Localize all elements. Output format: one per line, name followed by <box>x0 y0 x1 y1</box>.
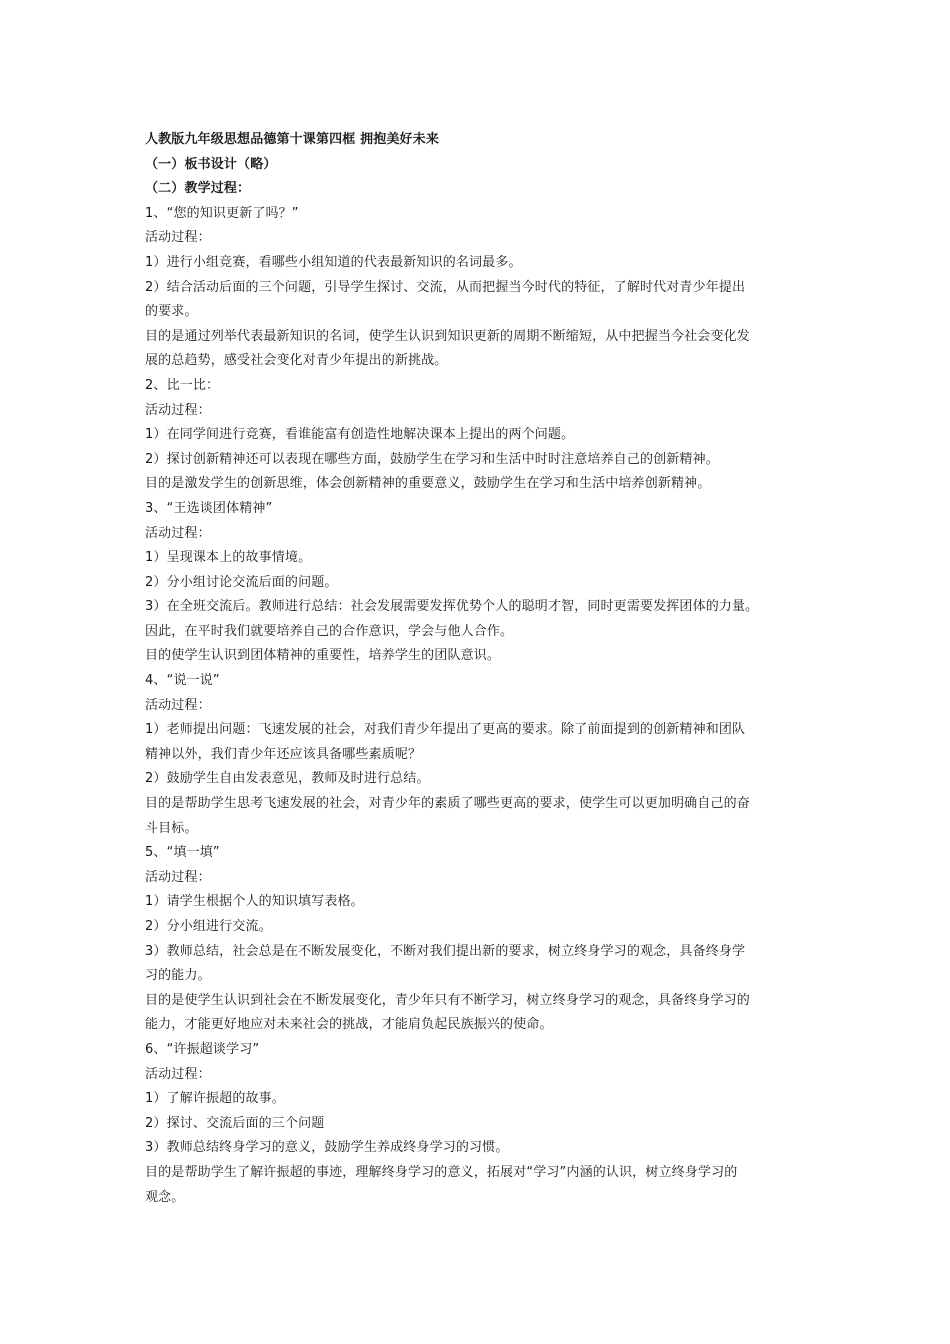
paragraph-line: 活动过程： <box>145 697 211 713</box>
paragraph-line: 活动过程： <box>145 230 211 246</box>
paragraph-line: 1）了解许振超的故事。 <box>145 1091 285 1107</box>
paragraph-line: 3）教师总结终身学习的意义，鼓励学生养成终身学习的习惯。 <box>145 1140 509 1156</box>
paragraph-line: 目的是使学生认识到社会在不断发展变化，青少年只有不断学习，树立终身学习的观念，具备终身学习的 <box>145 992 750 1008</box>
document-title: 人教版九年级思想品德第十课第四框 拥抱美好未来 <box>145 132 439 147</box>
paragraph-line: 斗目标。 <box>145 820 198 836</box>
section-heading-teaching-process: （二）教学过程： <box>145 181 251 197</box>
paragraph-line: 活动过程： <box>145 525 211 541</box>
paragraph-line: 1）进行小组竞赛，看哪些小组知道的代表最新知识的名词最多。 <box>145 254 522 270</box>
document-body <box>145 202 813 1210</box>
paragraph-line: 5、“填一填” <box>145 845 220 861</box>
section-heading-board-design: （一）板书设计（略） <box>145 156 277 172</box>
paragraph-line: 活动过程： <box>145 869 211 885</box>
paragraph-line: 展的总趋势，感受社会变化对青少年提出的新挑战。 <box>145 353 448 369</box>
paragraph-line: 目的是帮助学生了解许振超的事迹，理解终身学习的意义，拓展对“学习”内涵的认识，树立终身学习的 <box>145 1164 738 1180</box>
paragraph-line: 2）分小组讨论交流后面的问题。 <box>145 574 338 590</box>
paragraph-line: 6、“许振超谈学习” <box>145 1041 260 1057</box>
paragraph-line: 1、“您的知识更新了吗？” <box>145 205 299 221</box>
paragraph-line: 2）探讨、交流后面的三个问题 <box>145 1115 325 1131</box>
paragraph-line: 2）分小组进行交流。 <box>145 919 272 934</box>
paragraph-line: 目的是通过列举代表最新知识的名词，使学生认识到知识更新的周期不断缩短，从中把握当今社会变化发 <box>145 328 750 344</box>
paragraph-line: 4、“说一说” <box>145 673 220 689</box>
paragraph-line: 3、“王选谈团体精神” <box>145 500 273 516</box>
paragraph-line: 能力，才能更好地应对未来社会的挑战，才能肩负起民族振兴的使命。 <box>145 1017 553 1033</box>
paragraph-line: 2）结合活动后面的三个问题，引导学生探讨、交流，从而把握当今时代的特征，了解时代对青少年提出 <box>145 279 746 295</box>
paragraph-line: 习的能力。 <box>145 968 211 984</box>
paragraph-line: 2）鼓励学生自由发表意见，教师及时进行总结。 <box>145 771 430 787</box>
document-page <box>145 128 813 1210</box>
paragraph-line: 目的使学生认识到团体精神的重要性，培养学生的团队意识。 <box>145 648 501 664</box>
paragraph-line: 3）教师总结，社会总是在不断发展变化，不断对我们提出新的要求，树立终身学习的观念，具备终身学 <box>145 943 746 959</box>
paragraph-line: 1）老师提出问题：飞速发展的社会，对我们青少年提出了更高的要求。除了前面提到的创新精神和团队 <box>145 722 746 738</box>
paragraph-line: 2）探讨创新精神还可以表现在哪些方面，鼓励学生在学习和生活中时时注意培养自己的创新精神。 <box>145 451 719 467</box>
paragraph-line: 活动过程： <box>145 1066 211 1082</box>
paragraph-line: 目的是帮助学生思考飞速发展的社会，对青少年的素质了哪些更高的要求，使学生可以更加明确自己的奋 <box>145 796 750 812</box>
paragraph-line: 的要求。 <box>145 304 198 320</box>
paragraph-line: 因此，在平时我们就要培养自己的合作意识，学会与他人合作。 <box>145 623 514 639</box>
paragraph-line: 1）呈现课本上的故事情境。 <box>145 550 312 566</box>
paragraph-line: 观念。 <box>145 1189 185 1205</box>
paragraph-line: 目的是激发学生的创新思维，体会创新精神的重要意义，鼓励学生在学习和生活中培养创新精神。 <box>145 476 711 492</box>
paragraph-line: 2、比一比： <box>145 377 220 393</box>
paragraph-line: 1）在同学间进行竞赛，看谁能富有创造性地解决课本上提出的两个问题。 <box>145 427 575 443</box>
paragraph-line: 精神以外，我们青少年还应该具备哪些素质呢？ <box>145 746 422 762</box>
paragraph-line: 3）在全班交流后。教师进行总结：社会发展需要发挥优势个人的聪明才智，同时更需要发挥团体的力量。 <box>145 599 759 615</box>
paragraph-line: 活动过程： <box>145 402 211 418</box>
paragraph-line: 1）请学生根据个人的知识填写表格。 <box>145 894 364 910</box>
